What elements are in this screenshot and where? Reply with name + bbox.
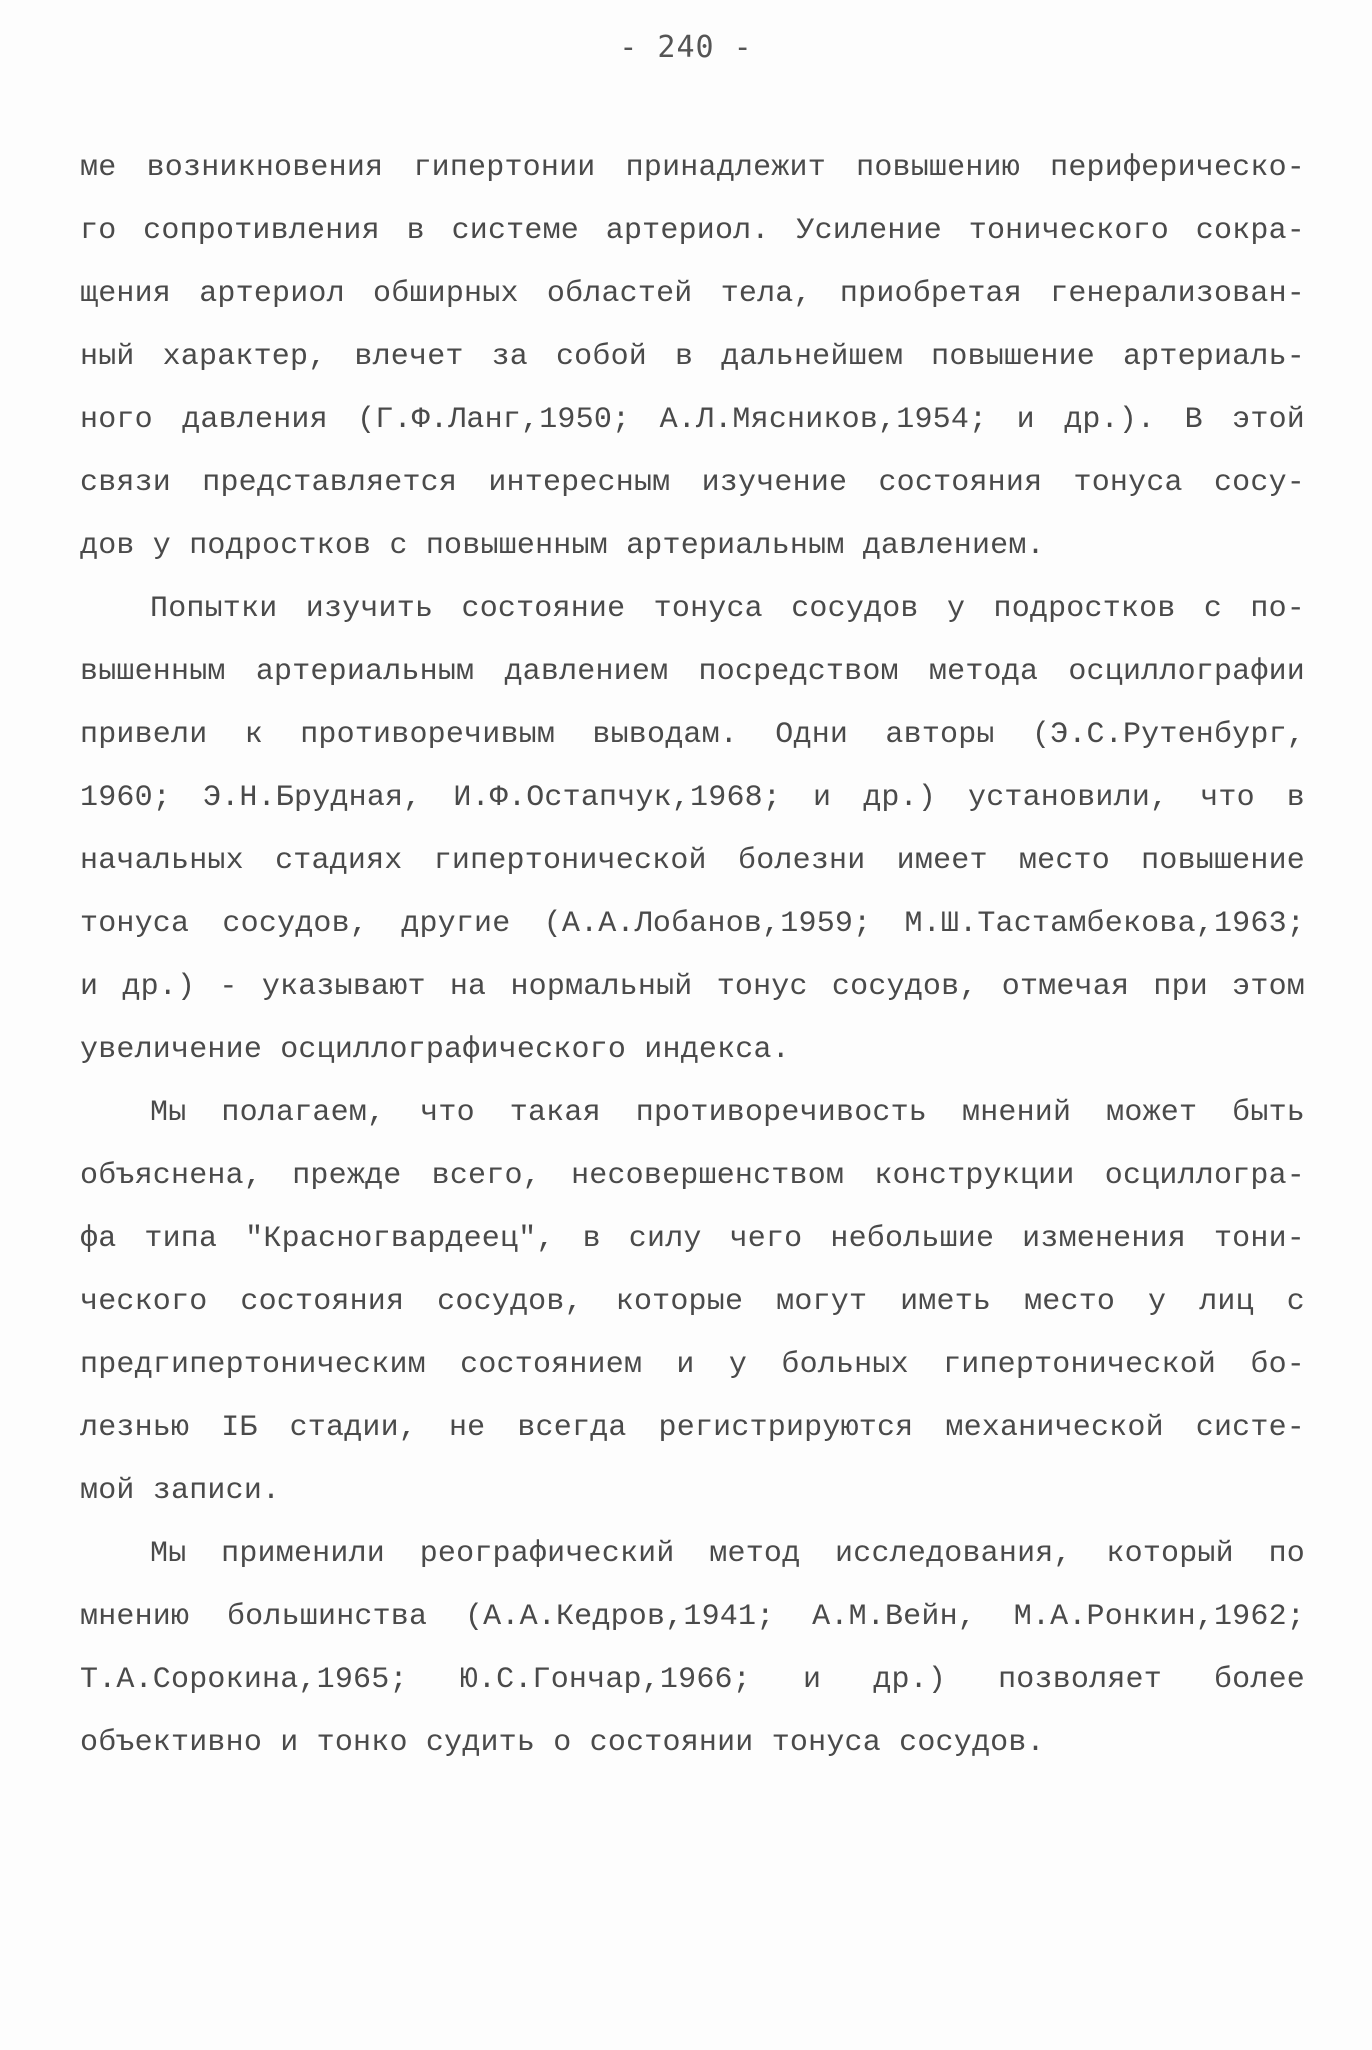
text-line: мой записи.: [80, 1474, 281, 1508]
text-line: Т.А.Сорокина,1965; Ю.С.Гончар,1966; и др.) позволяет более: [80, 1663, 1305, 1697]
text-line: Мы полагаем, что такая противоречивость мнений может быть: [150, 1096, 1305, 1130]
text-line: дов у подростков с повышенным артериальным давлением.: [80, 529, 1045, 563]
text-line: и др.) - указывают на нормальный тонус сосудов, отмечая при этом: [80, 970, 1305, 1004]
text-line: Мы применили реографический метод исследования, который по: [150, 1537, 1305, 1571]
text-line: связи представляется интересным изучение состояния тонуса сосу-: [80, 466, 1305, 500]
text-line: ный характер, влечет за собой в дальнейшем повышение артериаль-: [80, 340, 1305, 374]
text-line: ческого состояния сосудов, которые могут иметь место у лиц с: [80, 1285, 1305, 1319]
body-text: [80, 137, 1305, 1775]
text-line: го сопротивления в системе артериол. Усиление тонического сокра-: [80, 214, 1305, 248]
text-line: 1960; Э.Н.Брудная, И.Ф.Остапчук,1968; и др.) установили, что в: [80, 781, 1305, 815]
text-line: ного давления (Г.Ф.Ланг,1950; А.Л.Мясников,1954; и др.). В этой: [80, 403, 1305, 437]
text-line: увеличение осциллографического индекса.: [80, 1033, 790, 1067]
text-line: фа типа "Красногвардеец", в силу чего небольшие изменения тони-: [80, 1222, 1305, 1256]
paragraph-4: [80, 1523, 1305, 1775]
text-line: вышенным артериальным давлением посредством метода осциллографии: [80, 655, 1305, 689]
paragraph-3: [80, 1082, 1305, 1523]
text-line: объективно и тонко судить о состоянии тонуса сосудов.: [80, 1726, 1045, 1760]
text-line: тонуса сосудов, другие (А.А.Лобанов,1959; М.Ш.Тастамбекова,1963;: [80, 907, 1305, 941]
page-number: - 240 -: [619, 30, 753, 65]
text-line: Попытки изучить состояние тонуса сосудов у подростков с по-: [150, 592, 1305, 626]
text-line: объяснена, прежде всего, несовершенством конструкции осциллогра-: [80, 1159, 1305, 1193]
paragraph-2: [80, 578, 1305, 1082]
paragraph-1: [80, 137, 1305, 578]
text-line: ме возникновения гипертонии принадлежит повышению периферическо-: [80, 151, 1305, 185]
text-line: щения артериол обширных областей тела, приобретая генерализован-: [80, 277, 1305, 311]
text-line: начальных стадиях гипертонической болезни имеет место повышение: [80, 844, 1305, 878]
text-line: лезнью IБ стадии, не всегда регистрируются механической систе-: [80, 1411, 1305, 1445]
text-line: мнению большинства (А.А.Кедров,1941; А.М.Вейн, М.А.Ронкин,1962;: [80, 1600, 1305, 1634]
text-line: предгипертоническим состоянием и у больных гипертонической бо-: [80, 1348, 1305, 1382]
text-line: привели к противоречивым выводам. Одни авторы (Э.С.Рутенбург,: [80, 718, 1305, 752]
